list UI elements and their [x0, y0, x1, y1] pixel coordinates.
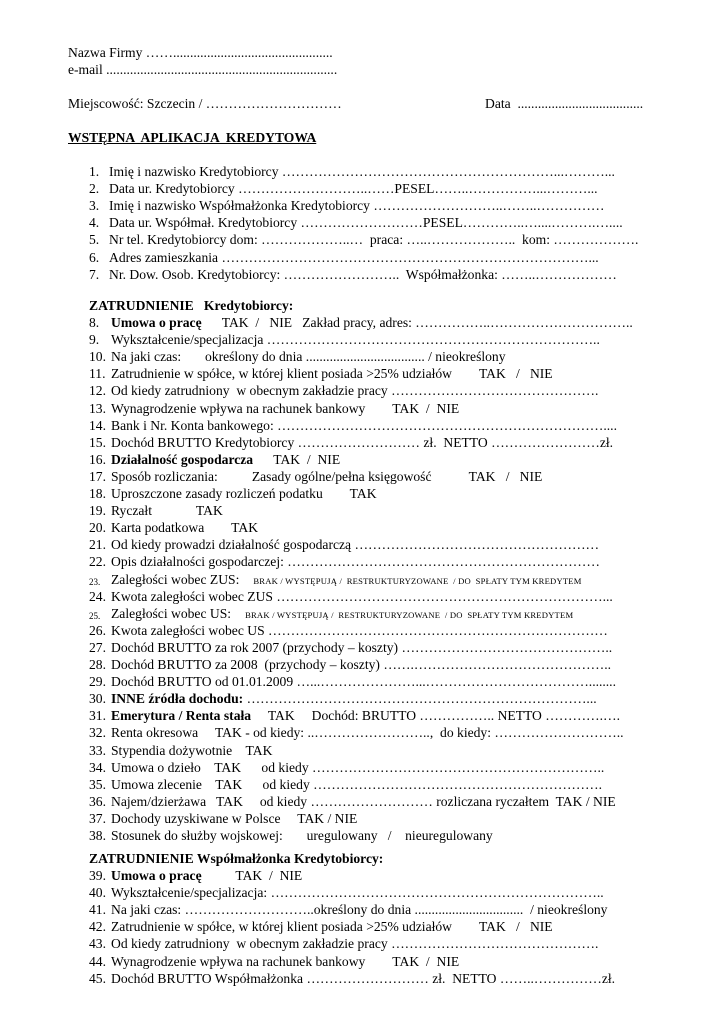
item-number: 34.: [89, 759, 106, 775]
item-text: [111, 690, 597, 707]
form-item: [89, 724, 669, 742]
form-item: [89, 451, 669, 469]
item-text: [111, 742, 272, 759]
item-value: Zaległości wobec ZUS:: [111, 571, 240, 587]
item-number: 41.: [89, 902, 106, 918]
item-number: 14.: [89, 417, 106, 433]
item-number: 22.: [89, 554, 106, 570]
item-value: Najem/dzierżawa TAK od kiedy ……………………… rozliczana ryczałtem TAK / NIE: [111, 793, 616, 809]
item-value: Dochód BRUTTO za 2008 (przychody – koszty) …….……………………………………..: [111, 657, 612, 672]
form-item: [89, 314, 669, 332]
form-item: [89, 759, 669, 777]
item-text: [109, 180, 598, 197]
item-bold-label: Emerytura / Renta stała: [111, 708, 252, 724]
item-number: 25.: [89, 610, 101, 621]
item-number: 29.: [89, 674, 106, 690]
place-line: Miejscowość: Szczecin / …………………………: [68, 96, 342, 111]
item-options-caps: BRAK / WYSTĘPUJĄ / RESTRUKTURYZOWANE / DO SPŁATY TYM KREDYTEM: [245, 609, 574, 620]
form-item: [89, 901, 669, 919]
item-text: [111, 400, 459, 417]
item-number: 15.: [89, 434, 106, 450]
item-value: Bank i Nr. Konta bankowego: ………………………………………………………………....: [111, 417, 617, 433]
item-number: 43.: [89, 936, 106, 952]
item-value: TAK / NIE Zakład pracy, adres: ……………..…………………………..: [201, 315, 633, 330]
form-item: [89, 214, 669, 232]
item-text: [111, 331, 600, 348]
item-bold-label: Umowa o pracę: [111, 315, 202, 330]
item-number: 23.: [89, 576, 101, 587]
item-text: [111, 776, 602, 793]
item-text: [109, 197, 604, 214]
item-value: Umowa o dzieło TAK od kiedy ………………………………………………………..: [111, 759, 605, 775]
item-number: 24.: [89, 588, 106, 604]
form-item: [89, 622, 669, 640]
item-number: 10.: [89, 349, 106, 365]
item-value: Wynagrodzenie wpływa na rachunek bankowy TAK / NIE: [111, 400, 460, 416]
item-value: Zatrudnienie w spółce, w której klient posiada >25% udziałów TAK / NIE: [111, 919, 553, 935]
form-item: [89, 331, 669, 349]
form-item: [89, 884, 669, 902]
form-item: [89, 810, 669, 828]
item-text: [111, 867, 302, 884]
item-value: Od kiedy prowadzi działalność gospodarczą ………………………………………………: [111, 537, 600, 553]
item-value: Dochody uzyskiwane w Polsce TAK / NIE: [111, 810, 358, 826]
form-item: [89, 365, 669, 383]
item-options-caps: BRAK / WYSTĘPUJĄ / RESTRUKTURYZOWANE / DO SPŁATY TYM KREDYTEM: [253, 575, 582, 586]
spouse-section-title: ZATRUDNIENIE Współmałżonka Kredytobiorcy:: [89, 851, 384, 866]
item-number: 32.: [89, 725, 106, 741]
item-number: 3.: [89, 198, 100, 214]
item-number: 13.: [89, 400, 106, 416]
item-text: [111, 759, 604, 776]
item-number: 28.: [89, 657, 106, 672]
item-text: [111, 793, 616, 810]
item-number: 21.: [89, 537, 106, 553]
form-item: [89, 827, 669, 845]
item-number: 19.: [89, 503, 106, 519]
form-item: [89, 468, 669, 486]
form-item: [89, 673, 669, 691]
form-item: [89, 656, 669, 674]
item-text: [109, 214, 623, 231]
item-number: 35.: [89, 776, 106, 792]
item-value: Adres zamieszkania ………………………………………………………………………...: [109, 249, 599, 265]
item-text: [111, 707, 620, 724]
item-bold-label: INNE źródła dochodu:: [111, 691, 244, 707]
item-value: Data ur. Kredytobiorcy ………………………..……PESEL……..……………...………...: [109, 181, 598, 197]
item-text: [109, 231, 638, 248]
form-item: [89, 163, 669, 181]
item-number: 2.: [89, 181, 100, 197]
form-item: [89, 417, 669, 435]
item-value: Zaległości wobec US:: [111, 605, 232, 621]
item-value: Ryczałt TAK: [111, 503, 223, 519]
item-number: 11.: [89, 366, 106, 382]
item-text: [111, 365, 553, 382]
form-item: [89, 502, 669, 520]
form-item: [89, 707, 669, 725]
form-item: [89, 553, 669, 571]
item-bold-label: Umowa o pracę: [111, 868, 202, 883]
item-number: 44.: [89, 953, 106, 969]
form-item: [89, 231, 669, 249]
item-value: Zatrudnienie w spółce, w której klient posiada >25% udziałów TAK / NIE: [111, 366, 553, 382]
form-item: [89, 197, 669, 215]
item-text: [111, 468, 542, 485]
form-item: [89, 536, 669, 554]
item-number: 8.: [89, 315, 100, 330]
email-line: e-mail ....................................................................: [68, 62, 338, 77]
form-item: [89, 180, 669, 198]
item-number: 7.: [89, 266, 100, 282]
item-value: Data ur. Współmał. Kredytobiorcy ………………………PESEL…………..…....……….…....: [109, 215, 623, 231]
employment-section-title: ZATRUDNIENIE Kredytobiorcy:: [89, 298, 294, 313]
item-text: [111, 382, 598, 399]
item-number: 26.: [89, 622, 106, 638]
item-value: Od kiedy zatrudniony w obecnym zakładzie pracy ……………………………………….: [111, 383, 599, 399]
item-text: [111, 451, 340, 468]
item-value: Uproszczone zasady rozliczeń podatku TAK: [111, 486, 377, 501]
item-number: 42.: [89, 919, 106, 935]
form-item: [89, 953, 669, 971]
form-item: [89, 249, 669, 267]
item-value: Umowa zlecenie TAK od kiedy ……………………………………………………….: [111, 776, 603, 792]
form-item: [89, 970, 669, 988]
item-number: 1.: [89, 164, 100, 179]
item-text: [111, 314, 633, 331]
item-number: 45.: [89, 970, 106, 986]
item-number: 30.: [89, 691, 106, 707]
item-number: 39.: [89, 868, 106, 883]
item-text: [111, 827, 493, 844]
item-value: TAK / NIE: [253, 451, 341, 467]
item-number: 16.: [89, 451, 106, 467]
item-text: [111, 656, 611, 673]
form-item: [89, 519, 669, 537]
item-text: [111, 953, 459, 970]
item-text: [111, 485, 377, 502]
item-value: TAK / NIE: [201, 868, 303, 883]
form-item: [89, 571, 669, 589]
item-value: TAK Dochód: BRUTTO …………….. NETTO ………….….: [251, 708, 621, 724]
item-text: [111, 588, 613, 605]
item-text: [111, 918, 553, 935]
form-item: [89, 266, 669, 284]
item-value: Sposób rozliczania: Zasady ogólne/pełna księgowość TAK / NIE: [111, 468, 543, 484]
item-number: 20.: [89, 520, 106, 536]
item-text: [111, 622, 608, 639]
item-number: 18.: [89, 486, 106, 501]
item-value: Nr. Dow. Osob. Kredytobiorcy: …………………….. Współmałżonka: ……..………………: [109, 266, 617, 282]
item-value: Od kiedy zatrudniony w obecnym zakładzie pracy ……………………………………….: [111, 936, 599, 952]
item-text: [111, 935, 598, 952]
item-text: [111, 810, 357, 827]
item-value: Dochód BRUTTO od 01.01.2009 …...…………………...………………………………........: [111, 674, 616, 690]
item-text: [111, 553, 600, 570]
item-value: Kwota zaległości wobec ZUS ………………………………………………………………...: [111, 588, 613, 604]
form-item: [89, 382, 669, 400]
item-value: Dochód BRUTTO Kredytobiorcy ……………………… zł. NETTO ……………………zł.: [111, 434, 614, 450]
item-text: [111, 724, 624, 741]
item-number: 40.: [89, 885, 106, 901]
form-item: [89, 935, 669, 953]
form-item: [89, 434, 669, 452]
form-item: [89, 605, 669, 623]
form-item: [89, 485, 669, 503]
item-text: [111, 673, 616, 690]
item-number: 9.: [89, 332, 100, 348]
item-text: [111, 502, 223, 519]
item-text: [111, 536, 599, 553]
item-text: [111, 519, 258, 536]
item-number: 5.: [89, 232, 100, 248]
item-number: 33.: [89, 742, 106, 758]
form-item: [89, 742, 669, 760]
item-number: 6.: [89, 249, 100, 265]
item-number: 36.: [89, 793, 106, 809]
item-number: 12.: [89, 383, 106, 399]
item-bold-label: Działalność gospodarcza: [111, 451, 254, 467]
item-value: Na jaki czas: określony do dnia ................................... / nieokreślony: [111, 349, 506, 365]
document-title: WSTĘPNA APLIKACJA KREDYTOWA: [68, 130, 317, 145]
item-text: [111, 901, 607, 918]
form-item: [89, 588, 669, 606]
item-number: 27.: [89, 639, 106, 655]
item-number: 31.: [89, 708, 106, 724]
item-text: [111, 970, 615, 987]
item-number: 38.: [89, 828, 106, 843]
date-line: Data .....................................: [485, 96, 644, 111]
item-number: 4.: [89, 215, 100, 231]
item-text: [111, 639, 612, 656]
item-value: Stypendia dożywotnie TAK: [111, 742, 273, 758]
item-value: …………………………………………………………………...: [243, 691, 597, 707]
item-text: [111, 348, 506, 365]
item-value: Renta okresowa TAK - od kiedy: ..…………………….., do kiedy: ………………………..: [111, 725, 624, 741]
item-value: Imię i nazwisko Kredytobiorcy ……………………………………………………...………...: [109, 164, 615, 179]
item-text: [111, 434, 613, 451]
form-item: [89, 690, 669, 708]
form-item: [89, 793, 669, 811]
item-value: Kwota zaległości wobec US …………………………………………………………………: [111, 622, 608, 638]
form-item: [89, 639, 669, 657]
form-item: [89, 867, 669, 885]
form-item: [89, 348, 669, 366]
item-value: Dochód BRUTTO za rok 2007 (przychody – koszty) ………………………………………..: [111, 639, 613, 655]
item-value: Wykształcenie/specjalizacja: ………………………………………………………………..: [111, 885, 604, 901]
item-text: [109, 163, 615, 180]
item-value: Dochód BRUTTO Współmałżonka ……………………… zł. NETTO ……..……………zł.: [111, 970, 616, 986]
item-value: Stosunek do służby wojskowej: uregulowany / nieuregulowany: [111, 828, 493, 843]
company-name-line: Nazwa Firmy ……...............................................: [68, 45, 333, 60]
item-text: [111, 884, 604, 901]
item-number: 37.: [89, 810, 106, 826]
item-number: 17.: [89, 468, 106, 484]
form-item: [89, 918, 669, 936]
item-value: Karta podatkowa TAK: [111, 520, 259, 536]
item-value: Wykształcenie/specjalizacja ………………………………………………………………..: [111, 332, 600, 348]
form-item: [89, 776, 669, 794]
item-text: [109, 266, 617, 283]
item-text: [109, 249, 599, 266]
form-item: [89, 400, 669, 418]
item-value: Wynagrodzenie wpływa na rachunek bankowy TAK / NIE: [111, 953, 460, 969]
item-value: Imię i nazwisko Współmałżonka Kredytobiorcy ………………………..……..……………: [109, 198, 605, 214]
item-value: Opis działalności gospodarczej: ……………………………………………………………: [111, 554, 600, 570]
item-text: [111, 417, 617, 434]
item-value: Na jaki czas: ………………………..określony do dnia ................................ / nieokreślony: [111, 902, 608, 918]
item-value: Nr tel. Kredytobiorcy dom: ………………..… praca: …..……………….. kom: ……………….: [109, 232, 639, 248]
